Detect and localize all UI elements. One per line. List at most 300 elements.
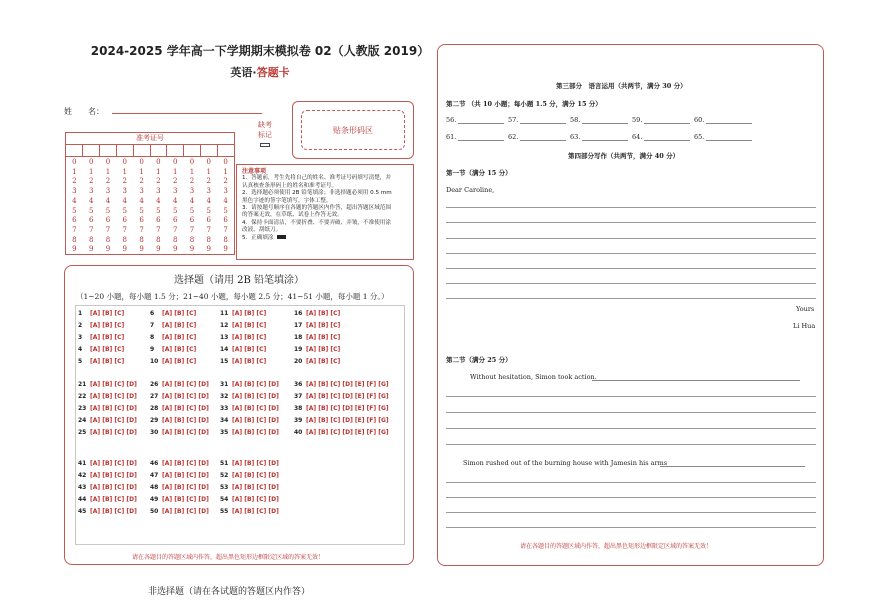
barcode-area (292, 101, 414, 159)
letter-signature: Li Hua (793, 322, 816, 330)
digit-bubble[interactable]: 8 (88, 235, 94, 244)
writing-line[interactable] (446, 412, 816, 413)
writing-line[interactable] (446, 428, 816, 429)
digit-bubble[interactable]: 1 (206, 167, 211, 176)
digit-bubble[interactable]: 5 (88, 206, 94, 215)
question-44[interactable] (78, 496, 137, 503)
blank-number: 65. (694, 133, 705, 141)
question-number: 25 (78, 429, 87, 436)
digit-bubble[interactable]: 4 (189, 196, 195, 205)
digit-bubble[interactable]: 5 (189, 206, 195, 215)
question-number: 37 (294, 393, 303, 400)
digit-bubble[interactable]: 9 (156, 245, 161, 254)
answer-options[interactable]: [A] [B] [C] [D] [E] [F] [G] (306, 417, 389, 424)
question-37[interactable] (294, 393, 389, 400)
question-36[interactable] (294, 381, 389, 388)
answer-options[interactable]: [A] [B] [C] [D] [E] [F] [G] (306, 381, 389, 388)
digit-bubble[interactable]: 8 (139, 235, 144, 244)
digit-bubble[interactable]: 2 (139, 177, 144, 186)
question-26[interactable] (150, 381, 209, 388)
question-18[interactable] (294, 334, 340, 341)
question-50[interactable] (150, 508, 209, 515)
blank-answer-line[interactable] (644, 140, 690, 141)
question-32[interactable] (220, 393, 279, 400)
answer-options[interactable]: [A] [B] [C] (162, 310, 197, 317)
digit-bubble[interactable]: 4 (105, 196, 111, 205)
answer-options[interactable]: [A] [B] [C] [D] (162, 508, 209, 515)
question-number: 38 (294, 405, 303, 412)
writing-line[interactable] (446, 444, 816, 445)
writing2-title: 第二节（满分 25 分） (446, 356, 512, 364)
writing-line[interactable] (446, 497, 816, 498)
digit-bubble[interactable]: 1 (189, 167, 195, 176)
digit-bubble[interactable]: 7 (156, 225, 161, 234)
note-line: 3．请按题号顺序在各题的答题区内作答，超出答题区域范围 (242, 205, 391, 212)
blank-answer-line[interactable] (458, 140, 504, 141)
question-3[interactable] (78, 334, 124, 341)
answer-options[interactable]: [A] [B] [C] [D] (232, 472, 279, 479)
question-54[interactable] (220, 496, 279, 503)
answer-options[interactable]: [A] [B] [C] [D] (90, 381, 137, 388)
blank-answer-line[interactable] (582, 140, 628, 141)
answer-options[interactable]: [A] [B] [C] [D] (162, 496, 209, 503)
question-15[interactable] (220, 358, 266, 365)
answer-options[interactable]: [A] [B] [C] [D] [E] [F] [G] (306, 393, 389, 400)
digit-bubble[interactable]: 7 (189, 225, 195, 234)
ticket-label: 准考证号 (66, 133, 234, 145)
digit-bubble[interactable]: 4 (139, 196, 144, 205)
choice-subtitle: （1~20 小题，每小题 1.5 分；21~40 小题，每小题 2.5 分；41~51 小题，每小题 1 分。） (76, 292, 389, 301)
question-23[interactable] (78, 405, 137, 412)
digit-bubble[interactable]: 9 (72, 245, 77, 254)
digit-bubble[interactable]: 6 (88, 216, 94, 225)
question-45[interactable] (78, 508, 137, 515)
digit-bubble[interactable]: 1 (105, 167, 111, 176)
blank-answer-line[interactable] (706, 140, 752, 141)
question-17[interactable] (294, 322, 340, 329)
digit-bubble[interactable]: 4 (172, 196, 178, 205)
digit-bubble[interactable]: 3 (223, 187, 228, 196)
note-line: 黑色字迹的签字笔填写，字体工整。 (242, 197, 332, 204)
answer-options[interactable]: [A] [B] [C] [D] (90, 508, 137, 515)
digit-column[interactable] (217, 158, 234, 255)
letter-greeting: Dear Caroline, (446, 186, 495, 194)
digit-bubble[interactable]: 7 (122, 225, 128, 234)
question-25[interactable] (78, 429, 137, 436)
digit-bubble[interactable]: 2 (189, 177, 195, 186)
question-6[interactable] (150, 310, 196, 317)
digit-bubble[interactable]: 6 (72, 216, 77, 225)
writing-line[interactable] (446, 298, 816, 299)
digit-bubble[interactable]: 4 (122, 196, 128, 205)
question-10[interactable] (150, 358, 196, 365)
digit-bubble[interactable]: 1 (223, 167, 228, 176)
answer-options[interactable]: [A] [B] [C] (306, 334, 341, 341)
question-number: 1 (78, 310, 83, 317)
question-14[interactable] (220, 346, 266, 353)
question-53[interactable] (220, 484, 279, 491)
digit-bubble[interactable]: 8 (105, 235, 111, 244)
digit-bubble[interactable]: 4 (156, 196, 161, 205)
writing-line[interactable] (446, 207, 816, 208)
question-number: 19 (294, 346, 303, 353)
question-12[interactable] (220, 322, 266, 329)
digit-bubble[interactable]: 2 (88, 177, 94, 186)
paragraph2-line[interactable] (660, 466, 805, 467)
question-1[interactable] (78, 310, 124, 317)
blank-answer-line[interactable] (520, 140, 566, 141)
answer-options[interactable]: [A] [B] [C] [D] (162, 460, 209, 467)
digit-bubble[interactable]: 9 (206, 245, 211, 254)
question-20[interactable] (294, 358, 340, 365)
answer-options[interactable]: [A] [B] [C] (232, 322, 267, 329)
digit-bubble[interactable]: 0 (88, 158, 94, 166)
ticket-write-row[interactable] (66, 145, 234, 157)
question-28[interactable] (150, 405, 209, 412)
question-number: 54 (220, 496, 229, 503)
answer-options[interactable]: [A] [B] [C] (90, 322, 125, 329)
digit-column[interactable] (184, 158, 201, 255)
question-52[interactable] (220, 472, 279, 479)
answer-options[interactable]: [A] [B] [C] [D] (162, 393, 209, 400)
note-line: 的答案无效，在草纸、试卷上作答无效。 (242, 212, 343, 219)
answer-options[interactable]: [A] [B] [C] [D] (232, 508, 279, 515)
digit-bubble[interactable]: 0 (223, 158, 228, 166)
digit-bubble[interactable]: 0 (172, 158, 178, 166)
blank-answer-line[interactable] (582, 123, 628, 124)
warning-right: 请在各题目的答题区域内作答，超出黑色矩形边框限定区域的答案无效！ (520, 543, 713, 550)
question-24[interactable] (78, 417, 137, 424)
question-43[interactable] (78, 484, 137, 491)
digit-bubble[interactable]: 1 (172, 167, 178, 176)
question-19[interactable] (294, 346, 340, 353)
answer-options[interactable]: [A] [B] [C] [D] (162, 472, 209, 479)
answer-options[interactable]: [A] [B] [C] [D] (232, 405, 279, 412)
answer-options[interactable]: [A] [B] [C] [D] (232, 496, 279, 503)
answer-options[interactable]: [A] [B] [C] (306, 358, 341, 365)
note-line: 4．保持卡面清洁，不要折叠、不要弄破、弄皱，不准使用涂 (242, 219, 391, 226)
digit-bubble[interactable]: 4 (206, 196, 211, 205)
digit-bubble[interactable]: 4 (72, 196, 77, 205)
question-number: 5 (78, 358, 83, 365)
answer-options[interactable]: [A] [B] [C] [D] (162, 484, 209, 491)
paragraph1-start: Without hesitation, Simon took action. (470, 373, 597, 381)
digit-bubble[interactable]: 0 (206, 158, 211, 166)
digit-bubble[interactable]: 1 (88, 167, 94, 176)
digit-bubble[interactable]: 0 (105, 158, 111, 166)
writing-line[interactable] (446, 396, 816, 397)
digit-bubble[interactable]: 5 (72, 206, 77, 215)
writing-line[interactable] (446, 238, 816, 239)
digit-bubble[interactable]: 2 (206, 177, 211, 186)
digit-bubble[interactable]: 1 (72, 167, 77, 176)
digit-bubble[interactable]: 2 (223, 177, 228, 186)
answer-options[interactable]: [A] [B] [C] [D] [E] [F] [G] (306, 429, 389, 436)
question-number: 27 (150, 393, 159, 400)
digit-bubble[interactable]: 6 (223, 216, 228, 225)
digit-bubble[interactable]: 2 (156, 177, 161, 186)
question-4[interactable] (78, 346, 124, 353)
digit-bubble[interactable]: 6 (105, 216, 111, 225)
digit-bubble[interactable]: 2 (72, 177, 77, 186)
answer-options[interactable]: [A] [B] [C] [D] (232, 460, 279, 467)
question-5[interactable] (78, 358, 124, 365)
digit-bubble[interactable]: 9 (139, 245, 144, 254)
writing-line[interactable] (446, 482, 816, 483)
answer-options[interactable]: [A] [B] [C] [D] (162, 429, 209, 436)
digit-bubble[interactable]: 3 (88, 187, 94, 196)
answer-options[interactable]: [A] [B] [C] (162, 322, 197, 329)
digit-column[interactable] (200, 158, 217, 255)
page-title: 2024-2025 学年高一下学期期末模拟卷 02（人教版 2019） (90, 44, 430, 58)
digit-bubble[interactable]: 9 (189, 245, 195, 254)
question-48[interactable] (150, 484, 209, 491)
digit-bubble[interactable]: 8 (172, 235, 178, 244)
question-number: 39 (294, 417, 303, 424)
writing-line[interactable] (446, 527, 816, 528)
note-line: 2．选择题必须使用 2B 铅笔填涂；非选择题必须用 0.5 mm (242, 190, 392, 197)
question-number: 45 (78, 508, 87, 515)
digit-column[interactable] (167, 158, 184, 255)
answer-options[interactable]: [A] [B] [C] (162, 358, 197, 365)
question-number: 2 (78, 322, 83, 329)
answer-options[interactable]: [A] [B] [C] [D] (232, 417, 279, 424)
digit-bubble[interactable]: 7 (72, 225, 77, 234)
answer-options[interactable]: [A] [B] [C] (232, 346, 267, 353)
answer-options[interactable]: [A] [B] [C] (306, 346, 341, 353)
digit-column[interactable] (100, 158, 117, 255)
question-30[interactable] (150, 429, 209, 436)
answer-options[interactable]: [A] [B] [C] (232, 358, 267, 365)
digit-bubble[interactable]: 2 (105, 177, 111, 186)
answer-options[interactable]: [A] [B] [C] [D] (90, 460, 137, 467)
question-2[interactable] (78, 322, 124, 329)
digit-bubble[interactable]: 8 (122, 235, 128, 244)
writing-line[interactable] (446, 222, 816, 223)
answer-options[interactable]: [A] [B] [C] [D] (90, 393, 137, 400)
answer-options[interactable]: [A] [B] [C] [D] [E] [F] [G] (306, 405, 389, 412)
question-38[interactable] (294, 405, 389, 412)
digit-bubble[interactable]: 7 (105, 225, 111, 234)
answer-options[interactable]: [A] [B] [C] [D] (162, 405, 209, 412)
digit-bubble[interactable]: 7 (139, 225, 144, 234)
answer-options[interactable]: [A] [B] [C] (232, 334, 267, 341)
answer-options[interactable]: [A] [B] [C] (162, 334, 197, 341)
blank-answer-line[interactable] (706, 123, 752, 124)
blank-number: 61. (446, 133, 457, 141)
digit-bubble[interactable]: 3 (172, 187, 178, 196)
answer-options[interactable]: [A] [B] [C] [D] (90, 429, 137, 436)
digit-bubble[interactable]: 0 (139, 158, 144, 166)
digit-bubble[interactable]: 6 (189, 216, 195, 225)
digit-bubble[interactable]: 1 (122, 167, 128, 176)
blank-number: 57. (508, 116, 519, 124)
question-number: 6 (150, 310, 155, 317)
absent-label-1: 缺考 (258, 121, 272, 129)
question-51[interactable] (220, 460, 279, 467)
question-46[interactable] (150, 460, 209, 467)
question-34[interactable] (220, 417, 279, 424)
digit-column[interactable] (116, 158, 133, 255)
question-9[interactable] (150, 346, 196, 353)
digit-bubble[interactable]: 4 (88, 196, 94, 205)
blank-answer-line[interactable] (520, 123, 566, 124)
part4-title: 第四部分写作（共两节，满分 40 分） (568, 152, 680, 160)
digit-bubble[interactable]: 5 (156, 206, 161, 215)
question-number: 24 (78, 417, 87, 424)
digit-bubble[interactable]: 7 (223, 225, 228, 234)
absent-bubble[interactable] (260, 143, 270, 147)
question-number: 28 (150, 405, 159, 412)
answer-options[interactable]: [A] [B] [C] (306, 322, 341, 329)
digit-bubble[interactable]: 5 (223, 206, 228, 215)
digit-bubble[interactable]: 3 (122, 187, 128, 196)
question-number: 46 (150, 460, 159, 467)
digit-bubble[interactable]: 9 (223, 245, 228, 254)
question-55[interactable] (220, 508, 279, 515)
answer-options[interactable]: [A] [B] [C] [D] (232, 381, 279, 388)
paragraph1-line[interactable] (592, 380, 800, 381)
digit-bubble[interactable]: 9 (122, 245, 128, 254)
answer-options[interactable]: [A] [B] [C] (90, 358, 125, 365)
digit-bubble[interactable]: 9 (88, 245, 94, 254)
digit-bubble[interactable]: 4 (223, 196, 228, 205)
digit-bubble[interactable]: 3 (189, 187, 195, 196)
digit-bubble[interactable]: 7 (88, 225, 94, 234)
answer-options[interactable]: [A] [B] [C] [D] (90, 472, 137, 479)
question-33[interactable] (220, 405, 279, 412)
writing-line[interactable] (446, 283, 816, 284)
digit-bubble[interactable]: 6 (172, 216, 178, 225)
digit-bubble[interactable]: 8 (206, 235, 211, 244)
digit-bubble[interactable]: 8 (72, 235, 77, 244)
answer-options[interactable]: [A] [B] [C] (90, 310, 125, 317)
digit-bubble[interactable]: 5 (122, 206, 128, 215)
blank-answer-line[interactable] (458, 123, 504, 124)
digit-bubble[interactable]: 0 (156, 158, 161, 166)
digit-bubble[interactable]: 5 (105, 206, 111, 215)
writing-line[interactable] (446, 253, 816, 254)
digit-bubble[interactable]: 8 (223, 235, 228, 244)
digit-bubble[interactable]: 0 (72, 158, 77, 166)
answer-options[interactable]: [A] [B] [C] (162, 346, 197, 353)
subtitle-dot: · (252, 66, 257, 79)
question-40[interactable] (294, 429, 389, 436)
question-39[interactable] (294, 417, 389, 424)
question-number: 13 (220, 334, 229, 341)
blank-answer-line[interactable] (644, 123, 690, 124)
answer-options[interactable]: [A] [B] [C] (232, 310, 267, 317)
question-number: 33 (220, 405, 229, 412)
question-22[interactable] (78, 393, 137, 400)
digit-bubble[interactable]: 2 (122, 177, 128, 186)
name-field[interactable] (112, 106, 262, 114)
question-7[interactable] (150, 322, 196, 329)
question-21[interactable] (78, 381, 137, 388)
digit-bubble[interactable]: 0 (122, 158, 128, 166)
question-number: 42 (78, 472, 87, 479)
answer-options[interactable]: [A] [B] [C] [D] (232, 393, 279, 400)
digit-column[interactable] (83, 158, 100, 255)
digit-bubble[interactable]: 8 (156, 235, 161, 244)
digit-bubble[interactable]: 1 (139, 167, 144, 176)
question-number: 53 (220, 484, 229, 491)
question-8[interactable] (150, 334, 196, 341)
question-35[interactable] (220, 429, 279, 436)
note-line: 认真核查条形码上的姓名和准考证号。 (242, 182, 338, 189)
digit-bubble[interactable]: 7 (172, 225, 178, 234)
question-42[interactable] (78, 472, 137, 479)
digit-bubble[interactable]: 1 (156, 167, 161, 176)
digit-column[interactable] (133, 158, 150, 255)
digit-bubble[interactable]: 6 (156, 216, 161, 225)
digit-bubble[interactable]: 2 (172, 177, 178, 186)
answer-options[interactable]: [A] [B] [C] [D] (90, 484, 137, 491)
question-49[interactable] (150, 496, 209, 503)
question-13[interactable] (220, 334, 266, 341)
digit-bubble[interactable]: 3 (156, 187, 161, 196)
question-number: 12 (220, 322, 229, 329)
digit-bubble[interactable]: 9 (105, 245, 111, 254)
writing-line[interactable] (446, 268, 816, 269)
writing-line[interactable] (446, 512, 816, 513)
question-number: 43 (78, 484, 87, 491)
answer-options[interactable]: [A] [B] [C] [D] (162, 381, 209, 388)
answer-options[interactable]: [A] [B] [C] [D] (162, 417, 209, 424)
digit-bubble[interactable]: 5 (206, 206, 211, 215)
question-number: 35 (220, 429, 229, 436)
question-number: 44 (78, 496, 87, 503)
answer-options[interactable]: [A] [B] [C] [D] (90, 496, 137, 503)
question-number: 47 (150, 472, 159, 479)
digit-bubble[interactable]: 3 (139, 187, 144, 196)
digit-bubble[interactable]: 3 (105, 187, 111, 196)
answer-options[interactable]: [A] [B] [C] [D] (90, 405, 137, 412)
note-line: 1．答题前，考生先将自己的姓名、准考证号码填写清楚，并 (242, 175, 391, 182)
digit-bubble[interactable]: 6 (122, 216, 128, 225)
answer-options[interactable]: [A] [B] [C] (306, 310, 341, 317)
digit-bubble[interactable]: 6 (139, 216, 144, 225)
digit-bubble[interactable]: 9 (172, 245, 178, 254)
writing1-title: 第一节（满分 15 分） (446, 169, 512, 177)
question-number: 34 (220, 417, 229, 424)
question-27[interactable] (150, 393, 209, 400)
digit-bubble[interactable]: 8 (189, 235, 195, 244)
digit-bubble[interactable]: 7 (206, 225, 211, 234)
question-29[interactable] (150, 417, 209, 424)
digit-column[interactable] (150, 158, 167, 255)
ticket-digit-bubbles[interactable] (66, 157, 234, 255)
question-11[interactable] (220, 310, 266, 317)
digit-bubble[interactable]: 6 (206, 216, 211, 225)
question-31[interactable] (220, 381, 279, 388)
question-41[interactable] (78, 460, 137, 467)
question-47[interactable] (150, 472, 209, 479)
digit-bubble[interactable]: 3 (72, 187, 77, 196)
digit-bubble[interactable]: 5 (172, 206, 178, 215)
answer-options[interactable]: [A] [B] [C] [D] (90, 417, 137, 424)
question-16[interactable] (294, 310, 340, 317)
digit-bubble[interactable]: 5 (139, 206, 144, 215)
blank-number: 64. (632, 133, 643, 141)
answer-options[interactable]: [A] [B] [C] (90, 334, 125, 341)
digit-column[interactable] (66, 158, 83, 255)
answer-options[interactable]: [A] [B] [C] [D] (232, 429, 279, 436)
digit-bubble[interactable]: 0 (189, 158, 195, 166)
answer-options[interactable]: [A] [B] [C] (90, 346, 125, 353)
digit-bubble[interactable]: 3 (206, 187, 211, 196)
answer-options[interactable]: [A] [B] [C] [D] (232, 484, 279, 491)
